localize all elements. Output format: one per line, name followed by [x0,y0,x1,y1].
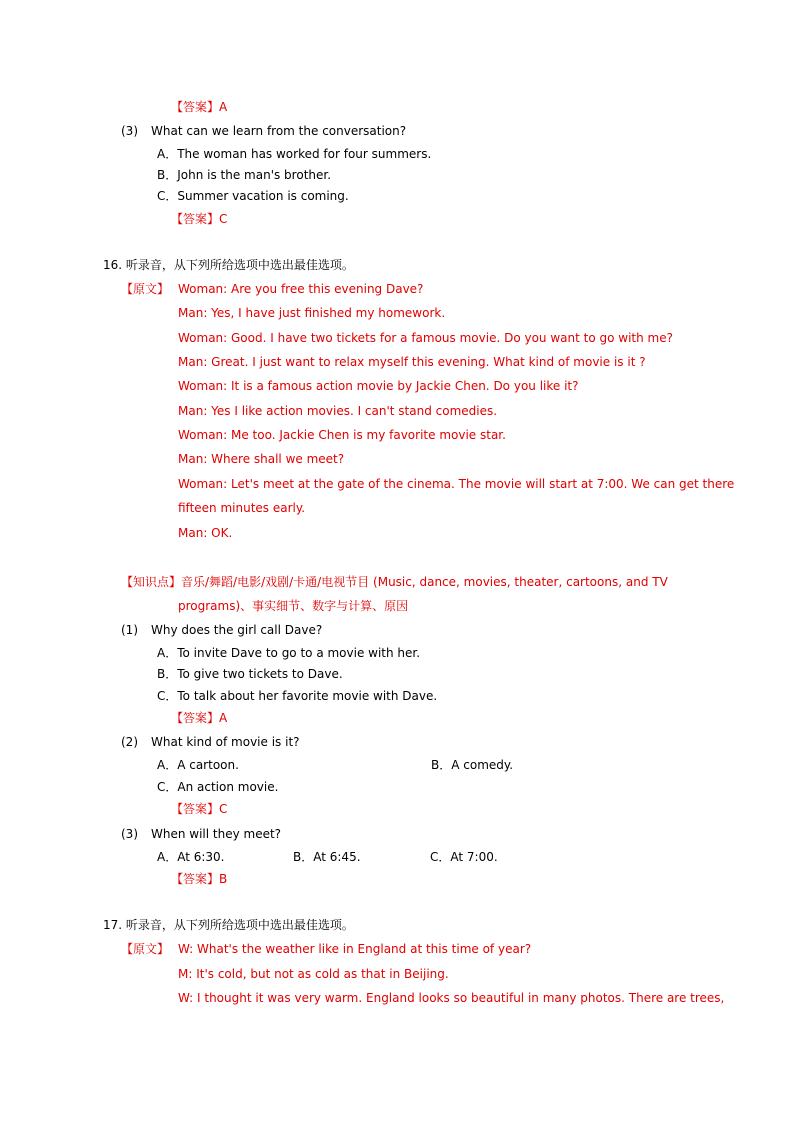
option-a: A．A cartoon. [157,758,239,772]
answer-label: 【答案】B [171,872,228,886]
option-c: C．At 7:00. [430,850,498,864]
transcript-line: M: It's cold, but not as cold as that in Beijing. [178,967,449,981]
transcript-line: Man: Great. I just want to relax myself this evening. What kind of movie is it ? [178,355,646,369]
option-b: B．A comedy. [431,758,514,772]
section-heading: 16. 听录音，从下列所给选项中选出最佳选项。 [103,258,354,272]
question-number: (3) [121,124,138,138]
question-text: Why does the girl call Dave? [151,623,323,637]
knowledge-points: 【知识点】音乐/舞蹈/电影/戏剧/卡通/电视节目 (Music, dance, movies, theater, cartoons, and TV [121,575,668,589]
option-c: C．To talk about her favorite movie with Dave. [157,689,438,703]
answer-label: 【答案】C [171,802,228,816]
option-b: B．To give two tickets to Dave. [157,667,343,681]
question-text: When will they meet? [151,827,282,841]
transcript-line: W: I thought it was very warm. England looks so beautiful in many photos. There are trees, [178,991,725,1005]
option-c: C．An action movie. [157,780,279,794]
transcript-line: Man: Yes I like action movies. I can't stand comedies. [178,404,498,418]
question-number: (2) [121,735,138,749]
knowledge-points-cont: programs)、事实细节、数字与计算、原因 [178,599,409,613]
transcript-line: Man: OK. [178,526,233,540]
transcript-line: Woman: Good. I have two tickets for a famous movie. Do you want to go with me? [178,331,673,345]
transcript-line: W: What's the weather like in England at this time of year? [178,942,532,956]
transcript-line: Man: Where shall we meet? [178,452,345,466]
option-a: A．The woman has worked for four summers. [157,147,432,161]
answer-label: 【答案】C [171,212,228,226]
question-number: (3) [121,827,138,841]
transcript-line: Woman: It is a famous action movie by Jackie Chen. Do you like it? [178,379,579,393]
option-b: B．John is the man's brother. [157,168,332,182]
transcript-label: 【原文】 [121,942,170,956]
option-c: C．Summer vacation is coming. [157,189,349,203]
answer-label: 【答案】A [171,711,228,725]
answer-label: 【答案】A [171,100,228,114]
section-heading: 17. 听录音，从下列所给选项中选出最佳选项。 [103,918,354,932]
transcript-line: Woman: Me too. Jackie Chen is my favorite movie star. [178,428,506,442]
transcript-line: fifteen minutes early. [178,501,306,515]
transcript-line: Woman: Are you free this evening Dave? [178,282,424,296]
question-number: (1) [121,623,138,637]
question-text: What can we learn from the conversation? [151,124,407,138]
option-b: B．At 6:45. [293,850,361,864]
transcript-label: 【原文】 [121,282,170,296]
option-a: A．To invite Dave to go to a movie with her. [157,646,421,660]
transcript-line: Man: Yes, I have just finished my homework. [178,306,446,320]
transcript-line: Woman: Let's meet at the gate of the cinema. The movie will start at 7:00. We can get there [178,477,735,491]
option-a: A．At 6:30. [157,850,225,864]
question-text: What kind of movie is it? [151,735,300,749]
